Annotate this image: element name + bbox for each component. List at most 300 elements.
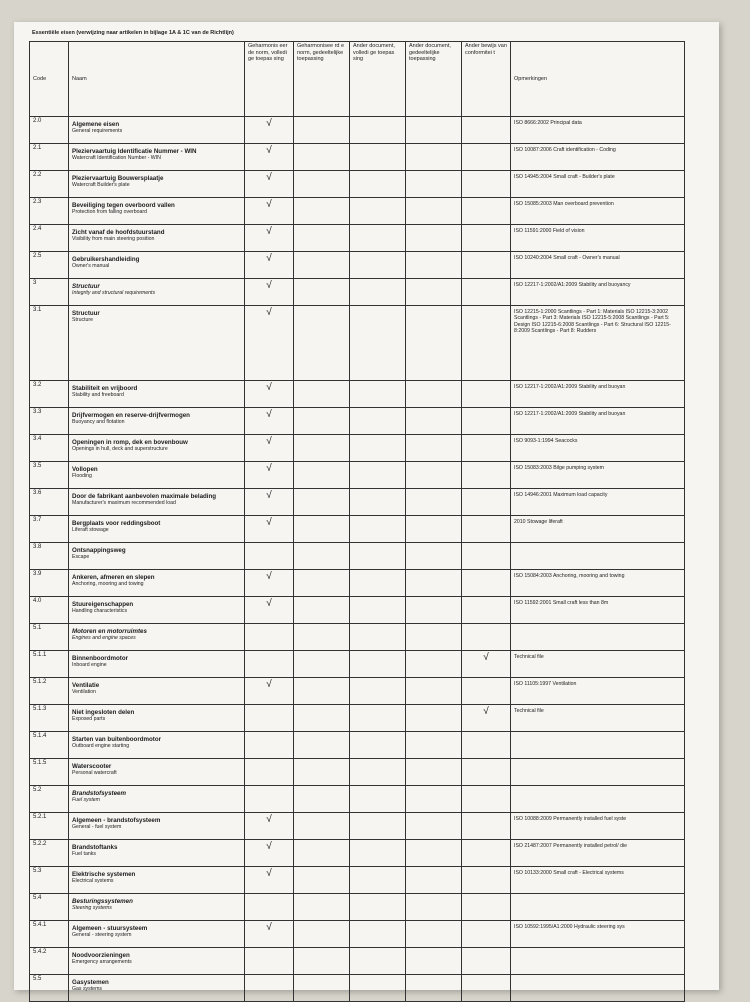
check-geharmoniseerde-gedeeltelijk xyxy=(294,705,350,732)
row-remark: 2010 Stowage liferaft xyxy=(511,516,685,543)
document-page xyxy=(14,22,719,990)
row-name-english: Integrity and structural requirements xyxy=(72,290,156,296)
check-ander-document-gedeeltelijk xyxy=(406,948,462,975)
check-geharmoniseerde-gedeeltelijk xyxy=(294,759,350,786)
row-name xyxy=(69,651,245,678)
check-ander-document-gedeeltelijk xyxy=(406,651,462,678)
row-name xyxy=(69,408,245,435)
check-geharmoniseerde-gedeeltelijk xyxy=(294,408,350,435)
check-geharmoniseerde-gedeeltelijk xyxy=(294,597,350,624)
table-row xyxy=(30,252,685,279)
check-geharmoniseerde-gedeeltelijk xyxy=(294,279,350,306)
row-code: 3.4 xyxy=(30,435,69,462)
row-name-dutch: Drijfvermogen en reserve-drijfvermogen xyxy=(72,412,190,419)
row-code: 2.5 xyxy=(30,252,69,279)
check-geharmoniseerde-volledig: √ xyxy=(245,435,294,462)
check-geharmoniseerde-volledig xyxy=(245,543,294,570)
row-code: 5.1.3 xyxy=(30,705,69,732)
row-name-dutch: Pleziervaartuig Bouwersplaatje xyxy=(72,175,164,182)
row-remark: ISO 12217-1:2002/A1:2009 Stability and buoyan xyxy=(511,381,685,408)
row-name-dutch: Motoren en motorruimtes xyxy=(72,628,147,635)
row-name-dutch: Algemeen - stuursysteem xyxy=(72,925,148,932)
row-code: 2.2 xyxy=(30,171,69,198)
row-code: 5.1.5 xyxy=(30,759,69,786)
check-ander-bewijs xyxy=(462,252,511,279)
row-name-english: Visibility from main steering position xyxy=(72,236,155,242)
table-row xyxy=(30,117,685,144)
check-ander-document-volledig xyxy=(350,516,406,543)
table-body xyxy=(30,117,685,1002)
row-name-dutch: Zicht vanaf de hoofdstuurstand xyxy=(72,229,165,236)
table-row xyxy=(30,543,685,570)
row-name-english: Openings in hull, deck and superstructure xyxy=(72,446,168,452)
check-ander-document-volledig xyxy=(350,252,406,279)
header-ander-bewijs: Ander bewijs van conformitei t xyxy=(462,42,511,117)
row-name-dutch: Binnenboordmotor xyxy=(72,655,129,662)
row-remark xyxy=(511,732,685,759)
row-name xyxy=(69,975,245,1002)
header-geharmoniseerde-volledig: Geharmonis eer de norm, volledi ge toepas sing xyxy=(245,42,294,117)
row-name xyxy=(69,840,245,867)
check-ander-document-gedeeltelijk xyxy=(406,435,462,462)
check-ander-document-volledig xyxy=(350,306,406,381)
table-row xyxy=(30,678,685,705)
check-ander-document-gedeeltelijk xyxy=(406,678,462,705)
check-geharmoniseerde-gedeeltelijk xyxy=(294,678,350,705)
row-code: 3.9 xyxy=(30,570,69,597)
check-geharmoniseerde-volledig xyxy=(245,624,294,651)
check-ander-document-gedeeltelijk xyxy=(406,597,462,624)
row-name xyxy=(69,435,245,462)
check-geharmoniseerde-gedeeltelijk xyxy=(294,651,350,678)
check-geharmoniseerde-volledig: √ xyxy=(245,144,294,171)
row-remark: ISO 11591:2000 Field of vision xyxy=(511,225,685,252)
check-geharmoniseerde-gedeeltelijk xyxy=(294,171,350,198)
check-ander-document-gedeeltelijk xyxy=(406,921,462,948)
check-geharmoniseerde-volledig xyxy=(245,948,294,975)
row-remark: ISO 21487:2007 Permanently installed petrol/ die xyxy=(511,840,685,867)
row-name-dutch: Algemene eisen xyxy=(72,121,120,128)
check-ander-document-gedeeltelijk xyxy=(406,894,462,921)
table-row xyxy=(30,813,685,840)
table-row xyxy=(30,597,685,624)
check-geharmoniseerde-gedeeltelijk xyxy=(294,144,350,171)
check-ander-document-volledig xyxy=(350,117,406,144)
row-code: 3.8 xyxy=(30,543,69,570)
row-name xyxy=(69,306,245,381)
row-name-english: Buoyancy and flotation xyxy=(72,419,125,425)
row-name-dutch: Bergplaats voor reddingsboot xyxy=(72,520,161,527)
check-ander-bewijs xyxy=(462,489,511,516)
row-remark xyxy=(511,759,685,786)
row-name-english: Gas systems xyxy=(72,986,102,992)
row-name-english: Flooding xyxy=(72,473,92,479)
check-geharmoniseerde-volledig: √ xyxy=(245,198,294,225)
table-row xyxy=(30,894,685,921)
table-row xyxy=(30,435,685,462)
row-name-dutch: Ventilatie xyxy=(72,682,100,689)
check-geharmoniseerde-volledig: √ xyxy=(245,867,294,894)
essential-requirements-table xyxy=(29,41,685,1002)
check-ander-document-volledig xyxy=(350,435,406,462)
check-geharmoniseerde-volledig xyxy=(245,651,294,678)
check-geharmoniseerde-volledig xyxy=(245,759,294,786)
table-row xyxy=(30,570,685,597)
table-row xyxy=(30,840,685,867)
header-naam: Naam xyxy=(69,42,245,117)
document-title: Essentiële eisen (verwijzing naar artikelen in bijlage 1A & 1C van de Richtlijn) xyxy=(32,30,234,36)
row-code: 2.4 xyxy=(30,225,69,252)
check-ander-bewijs xyxy=(462,732,511,759)
check-ander-document-gedeeltelijk xyxy=(406,252,462,279)
header-opmerkingen: Opmerkingen xyxy=(511,42,685,117)
row-name-dutch: Noodvoorzieningen xyxy=(72,952,130,959)
check-geharmoniseerde-gedeeltelijk xyxy=(294,516,350,543)
table-header-row xyxy=(30,42,685,117)
check-ander-bewijs xyxy=(462,840,511,867)
check-ander-bewijs: √ xyxy=(462,705,511,732)
check-ander-document-volledig xyxy=(350,732,406,759)
check-geharmoniseerde-volledig: √ xyxy=(245,570,294,597)
row-name-english: Anchoring, mooring and towing xyxy=(72,581,144,587)
check-ander-bewijs xyxy=(462,975,511,1002)
table-row xyxy=(30,489,685,516)
row-name-dutch: Pleziervaartuig Identificatie Nummer - WIN xyxy=(72,148,197,155)
table-row xyxy=(30,921,685,948)
row-name-dutch: Structuur xyxy=(72,310,100,317)
row-code: 5.4 xyxy=(30,894,69,921)
check-geharmoniseerde-volledig xyxy=(245,705,294,732)
row-remark: ISO 15083:2003 Bilge pumping system xyxy=(511,462,685,489)
check-ander-document-volledig xyxy=(350,651,406,678)
row-name-english: Liferaft stowage xyxy=(72,527,109,533)
table-row xyxy=(30,279,685,306)
check-geharmoniseerde-volledig: √ xyxy=(245,306,294,381)
check-ander-bewijs xyxy=(462,144,511,171)
check-geharmoniseerde-volledig: √ xyxy=(245,408,294,435)
row-code: 5.2.1 xyxy=(30,813,69,840)
table-row xyxy=(30,948,685,975)
check-ander-bewijs xyxy=(462,435,511,462)
check-geharmoniseerde-gedeeltelijk xyxy=(294,624,350,651)
row-code: 5.3 xyxy=(30,867,69,894)
check-ander-document-gedeeltelijk xyxy=(406,705,462,732)
check-ander-bewijs xyxy=(462,543,511,570)
table-row xyxy=(30,705,685,732)
header-geharmoniseerde-gedeeltelijk: Geharmonisee rd e norm, gedeeltelijke toepassing xyxy=(294,42,350,117)
check-ander-document-gedeeltelijk xyxy=(406,570,462,597)
row-remark: ISO 15084:2003 Anchoring, mooring and towing xyxy=(511,570,685,597)
row-name-english: Escape xyxy=(72,554,90,560)
check-geharmoniseerde-gedeeltelijk xyxy=(294,435,350,462)
row-code: 5.4.1 xyxy=(30,921,69,948)
row-name xyxy=(69,144,245,171)
check-ander-bewijs xyxy=(462,171,511,198)
row-code: 4.0 xyxy=(30,597,69,624)
row-code: 5.4.2 xyxy=(30,948,69,975)
row-name-dutch: Algemeen - brandstofsysteem xyxy=(72,817,161,824)
check-ander-document-gedeeltelijk xyxy=(406,144,462,171)
table-row xyxy=(30,225,685,252)
row-name xyxy=(69,198,245,225)
check-ander-bewijs xyxy=(462,921,511,948)
row-code: 3.5 xyxy=(30,462,69,489)
check-ander-bewijs xyxy=(462,894,511,921)
check-geharmoniseerde-gedeeltelijk xyxy=(294,786,350,813)
check-ander-document-volledig xyxy=(350,408,406,435)
check-ander-document-volledig xyxy=(350,489,406,516)
check-geharmoniseerde-volledig: √ xyxy=(245,489,294,516)
row-remark: ISO 12217-1:2002/A1:2009 Stability and buoyan xyxy=(511,408,685,435)
row-remark: ISO 12217-1:2002/A1:2009 Stability and buoyancy xyxy=(511,279,685,306)
check-geharmoniseerde-volledig: √ xyxy=(245,171,294,198)
check-ander-document-gedeeltelijk xyxy=(406,225,462,252)
check-geharmoniseerde-gedeeltelijk xyxy=(294,198,350,225)
check-ander-document-volledig xyxy=(350,678,406,705)
row-name-dutch: Besturingssystemen xyxy=(72,898,133,905)
row-code: 3.7 xyxy=(30,516,69,543)
check-ander-document-volledig xyxy=(350,705,406,732)
row-code: 5.1.1 xyxy=(30,651,69,678)
check-ander-document-volledig xyxy=(350,381,406,408)
check-ander-document-gedeeltelijk xyxy=(406,306,462,381)
check-geharmoniseerde-volledig: √ xyxy=(245,381,294,408)
row-name xyxy=(69,570,245,597)
table-row xyxy=(30,975,685,1002)
row-name-dutch: Openingen in romp, dek en bovenbouw xyxy=(72,439,188,446)
row-remark: ISO 10240:2004 Small craft - Owner's manual xyxy=(511,252,685,279)
row-code: 3 xyxy=(30,279,69,306)
check-geharmoniseerde-volledig: √ xyxy=(245,921,294,948)
check-geharmoniseerde-volledig xyxy=(245,975,294,1002)
check-geharmoniseerde-gedeeltelijk xyxy=(294,732,350,759)
row-name-dutch: Elektrische systemen xyxy=(72,871,136,878)
check-ander-document-gedeeltelijk xyxy=(406,975,462,1002)
row-name-english: Personal watercraft xyxy=(72,770,117,776)
row-code: 5.1 xyxy=(30,624,69,651)
check-ander-document-volledig xyxy=(350,921,406,948)
row-remark: ISO 9093-1:1994 Seacocks xyxy=(511,435,685,462)
row-name xyxy=(69,732,245,759)
row-name-english: Stability and freeboard xyxy=(72,392,124,398)
check-geharmoniseerde-gedeeltelijk xyxy=(294,489,350,516)
check-geharmoniseerde-gedeeltelijk xyxy=(294,381,350,408)
check-geharmoniseerde-gedeeltelijk xyxy=(294,921,350,948)
check-ander-bewijs xyxy=(462,759,511,786)
check-ander-bewijs xyxy=(462,516,511,543)
check-ander-bewijs xyxy=(462,867,511,894)
check-ander-document-gedeeltelijk xyxy=(406,732,462,759)
check-geharmoniseerde-gedeeltelijk xyxy=(294,570,350,597)
row-name-english: General - steering system xyxy=(72,932,132,938)
table-row xyxy=(30,759,685,786)
row-name-english: Ventilation xyxy=(72,689,96,695)
check-ander-document-gedeeltelijk xyxy=(406,279,462,306)
row-name xyxy=(69,279,245,306)
check-ander-bewijs xyxy=(462,306,511,381)
check-geharmoniseerde-gedeeltelijk xyxy=(294,117,350,144)
table-row xyxy=(30,381,685,408)
row-name xyxy=(69,867,245,894)
table-row xyxy=(30,786,685,813)
row-name-english: Steering systems xyxy=(72,905,112,911)
check-geharmoniseerde-volledig: √ xyxy=(245,516,294,543)
row-name-english: Outboard engine starting xyxy=(72,743,130,749)
row-code: 5.2.2 xyxy=(30,840,69,867)
row-name xyxy=(69,252,245,279)
check-ander-document-gedeeltelijk xyxy=(406,408,462,435)
row-code: 2.1 xyxy=(30,144,69,171)
row-name-dutch: Waterscooter xyxy=(72,763,112,770)
row-name xyxy=(69,705,245,732)
row-name-dutch: Gasystemen xyxy=(72,979,109,986)
row-remark: ISO 11592:2001 Small craft less than 8m xyxy=(511,597,685,624)
row-name xyxy=(69,678,245,705)
row-name xyxy=(69,921,245,948)
check-ander-bewijs: √ xyxy=(462,651,511,678)
check-ander-document-gedeeltelijk xyxy=(406,489,462,516)
row-name-dutch: Starten van buitenboordmotor xyxy=(72,736,162,743)
row-code: 5.1.4 xyxy=(30,732,69,759)
header-ander-document-gedeeltelijk: Ander document, gedeeltelijke toepassing xyxy=(406,42,462,117)
row-name xyxy=(69,759,245,786)
check-ander-bewijs xyxy=(462,198,511,225)
check-ander-document-gedeeltelijk xyxy=(406,840,462,867)
check-geharmoniseerde-volledig: √ xyxy=(245,225,294,252)
check-ander-bewijs xyxy=(462,117,511,144)
row-code: 3.2 xyxy=(30,381,69,408)
row-name-dutch: Stabiliteit en vrijboord xyxy=(72,385,138,392)
row-name-dutch: Brandstoftanks xyxy=(72,844,118,851)
row-name xyxy=(69,624,245,651)
row-remark: Technical file xyxy=(511,705,685,732)
check-ander-bewijs xyxy=(462,678,511,705)
check-ander-document-volledig xyxy=(350,597,406,624)
check-ander-bewijs xyxy=(462,570,511,597)
table-row xyxy=(30,462,685,489)
table-row xyxy=(30,171,685,198)
row-name-english: Watercraft Builder's plate xyxy=(72,182,130,188)
check-geharmoniseerde-gedeeltelijk xyxy=(294,813,350,840)
row-name-english: Handling characteristics xyxy=(72,608,128,614)
check-geharmoniseerde-volledig: √ xyxy=(245,462,294,489)
check-geharmoniseerde-gedeeltelijk xyxy=(294,894,350,921)
row-remark xyxy=(511,894,685,921)
check-ander-document-gedeeltelijk xyxy=(406,867,462,894)
row-name-dutch: Beveiliging tegen overboord vallen xyxy=(72,202,175,209)
row-remark: ISO 15085:2003 Man overboard prevention xyxy=(511,198,685,225)
check-ander-document-volledig xyxy=(350,225,406,252)
check-ander-document-gedeeltelijk xyxy=(406,462,462,489)
table-row xyxy=(30,306,685,381)
row-name-english: General - fuel system xyxy=(72,824,122,830)
row-remark xyxy=(511,948,685,975)
row-code: 3.1 xyxy=(30,306,69,381)
check-ander-document-gedeeltelijk xyxy=(406,198,462,225)
row-name-english: Exposed parts xyxy=(72,716,106,722)
row-name xyxy=(69,117,245,144)
check-geharmoniseerde-volledig xyxy=(245,786,294,813)
row-name-english: Emergency arrangements xyxy=(72,959,132,965)
row-name-english: Electrical systems xyxy=(72,878,114,884)
row-remark: ISO 10087:2006 Craft identification - Coding xyxy=(511,144,685,171)
check-geharmoniseerde-gedeeltelijk xyxy=(294,543,350,570)
row-name-dutch: Brandstofsysteem xyxy=(72,790,126,797)
check-ander-bewijs xyxy=(462,786,511,813)
table-row xyxy=(30,516,685,543)
check-ander-document-volledig xyxy=(350,570,406,597)
check-ander-document-gedeeltelijk xyxy=(406,786,462,813)
row-code: 5.1.2 xyxy=(30,678,69,705)
row-name-english: Structure xyxy=(72,317,94,323)
row-name xyxy=(69,813,245,840)
check-ander-bewijs xyxy=(462,225,511,252)
row-name xyxy=(69,225,245,252)
row-remark: ISO 14946:2001 Maximum load capacity xyxy=(511,489,685,516)
check-geharmoniseerde-volledig: √ xyxy=(245,252,294,279)
row-code: 2.0 xyxy=(30,117,69,144)
check-ander-bewijs xyxy=(462,462,511,489)
check-ander-document-gedeeltelijk xyxy=(406,813,462,840)
row-remark xyxy=(511,975,685,1002)
check-geharmoniseerde-gedeeltelijk xyxy=(294,840,350,867)
row-name-english: Protection from falling overboard xyxy=(72,209,147,215)
check-geharmoniseerde-gedeeltelijk xyxy=(294,225,350,252)
check-ander-document-volledig xyxy=(350,624,406,651)
row-code: 3.6 xyxy=(30,489,69,516)
row-code: 5.2 xyxy=(30,786,69,813)
row-remark: ISO 8666:2002 Principal data xyxy=(511,117,685,144)
check-geharmoniseerde-volledig: √ xyxy=(245,279,294,306)
check-ander-bewijs xyxy=(462,948,511,975)
check-geharmoniseerde-volledig: √ xyxy=(245,840,294,867)
row-name-dutch: Door de fabrikant aanbevolen maximale belading xyxy=(72,493,217,500)
check-ander-document-volledig xyxy=(350,171,406,198)
row-remark: ISO 11105:1997 Ventilation xyxy=(511,678,685,705)
row-name-english: Fuel tanks xyxy=(72,851,96,857)
row-name-english: Fuel system xyxy=(72,797,100,803)
check-ander-document-volledig xyxy=(350,279,406,306)
row-remark: Technical file xyxy=(511,651,685,678)
row-name xyxy=(69,543,245,570)
check-ander-document-volledig xyxy=(350,543,406,570)
check-geharmoniseerde-volledig: √ xyxy=(245,813,294,840)
row-name xyxy=(69,462,245,489)
row-remark: ISO 10088:2009 Permanently installed fuel syste xyxy=(511,813,685,840)
row-name xyxy=(69,489,245,516)
check-ander-document-gedeeltelijk xyxy=(406,381,462,408)
check-ander-document-volledig xyxy=(350,975,406,1002)
row-name-dutch: Structuur xyxy=(72,283,100,290)
row-name xyxy=(69,516,245,543)
check-ander-bewijs xyxy=(462,279,511,306)
check-ander-document-gedeeltelijk xyxy=(406,624,462,651)
check-ander-document-volledig xyxy=(350,759,406,786)
row-remark: ISO 10133:2000 Small craft - Electrical systems xyxy=(511,867,685,894)
check-ander-document-volledig xyxy=(350,813,406,840)
row-name-dutch: Ontsnappingsweg xyxy=(72,547,126,554)
check-geharmoniseerde-gedeeltelijk xyxy=(294,306,350,381)
table-row xyxy=(30,198,685,225)
row-remark: ISO 14945:2004 Small craft - Builder's plate xyxy=(511,171,685,198)
check-ander-document-volledig xyxy=(350,867,406,894)
row-code: 3.3 xyxy=(30,408,69,435)
row-name-dutch: Gebruikershandleiding xyxy=(72,256,140,263)
row-remark: ISO 10592:1995/A1:2000 Hydraulic steering sys xyxy=(511,921,685,948)
row-name-dutch: Ankeren, afmeren en slepen xyxy=(72,574,155,581)
row-name-english: General requirements xyxy=(72,128,123,134)
check-ander-bewijs xyxy=(462,624,511,651)
